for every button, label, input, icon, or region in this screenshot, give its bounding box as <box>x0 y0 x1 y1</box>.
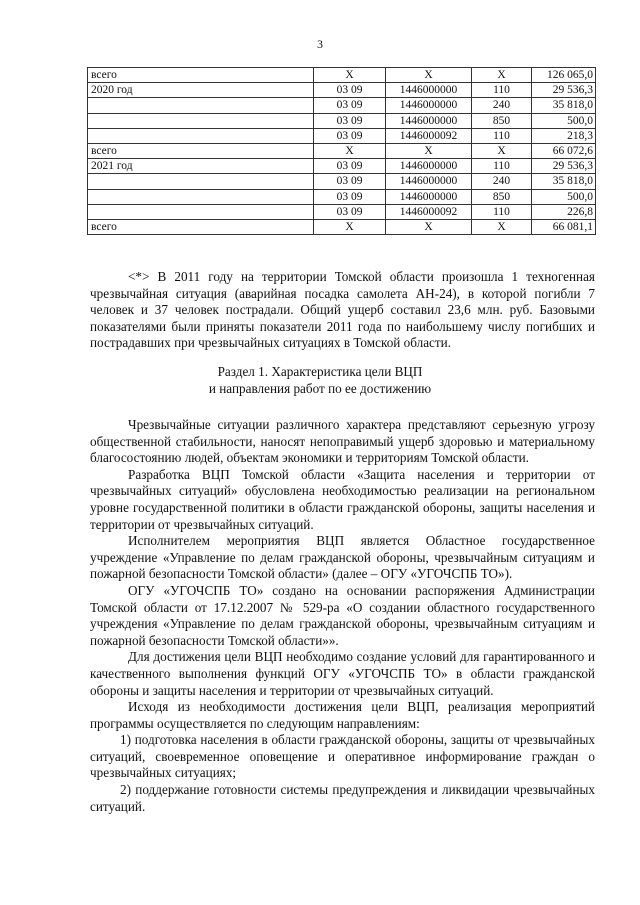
row-label <box>88 128 314 143</box>
section-code-cell: X <box>314 144 386 159</box>
amount-cell: 226,8 <box>532 204 596 219</box>
section-code-cell: X <box>314 68 386 83</box>
target-article-cell: 1446000000 <box>386 113 472 128</box>
table-row <box>88 174 596 189</box>
section-body <box>90 417 595 815</box>
footnote <box>90 269 595 352</box>
table-row <box>88 98 596 113</box>
amount-cell: 500,0 <box>532 113 596 128</box>
amount-cell: 218,3 <box>532 128 596 143</box>
budget-table <box>87 67 596 235</box>
section-code-cell: 03 09 <box>314 128 386 143</box>
section-code-cell: 03 09 <box>314 113 386 128</box>
row-label: 2020 год <box>88 83 314 98</box>
page-number: 3 <box>317 37 323 51</box>
paragraph: Исходя из необходимости достижения цели ВЦП, реализация мероприятий программы осуществляется по следующим направлениям: <box>90 699 595 731</box>
section-code-cell: 03 09 <box>314 204 386 219</box>
amount-cell: 126 065,0 <box>532 68 596 83</box>
table-row <box>88 204 596 219</box>
expense-type-cell: X <box>472 68 532 83</box>
amount-cell: 29 536,3 <box>532 83 596 98</box>
paragraph: Для достижения цели ВЦП необходимо создание условий для гарантированного и качественного выполнения функций ОГУ «УГОЧСПБ ТО» в области гражданской обороны и защиты населения и территории от чрезвычайных ситуаций. <box>90 649 595 698</box>
target-article-cell: 1446000000 <box>386 174 472 189</box>
target-article-cell: X <box>386 144 472 159</box>
paragraph: Разработка ВЦП Томской области «Защита населения и территории от чрезвычайных ситуаций» обусловлена необходимостью реализации на региональном уровне государственной политики в области гражданской обороны, защиты населения и территории от чрезвычайных ситуаций. <box>90 466 595 532</box>
row-label: 2021 год <box>88 159 314 174</box>
table-row <box>88 68 596 83</box>
target-article-cell: 1446000000 <box>386 83 472 98</box>
list-item: 2) поддержание готовности системы предупреждения и ликвидации чрезвычайных ситуаций. <box>90 782 595 814</box>
expense-type-cell: 110 <box>472 83 532 98</box>
amount-cell: 35 818,0 <box>532 98 596 113</box>
expense-type-cell: X <box>472 144 532 159</box>
amount-cell: 500,0 <box>532 189 596 204</box>
target-article-cell: X <box>386 68 472 83</box>
paragraph: Чрезвычайные ситуации различного характера представляют серьезную угрозу общественной стабильности, наносят непоправимый ущерб здоровью и материальному благосостоянию людей, объектам экономики и территориям Томской области. <box>90 417 595 466</box>
section-code-cell: X <box>314 220 386 235</box>
target-article-cell: X <box>386 220 472 235</box>
expense-type-cell: X <box>472 220 532 235</box>
expense-type-cell: 110 <box>472 159 532 174</box>
section-title-line-2: и направления работ по ее достижению <box>208 380 432 396</box>
table-row <box>88 83 596 98</box>
expense-type-cell: 240 <box>472 174 532 189</box>
table-row <box>88 128 596 143</box>
section-code-cell: 03 09 <box>314 174 386 189</box>
section-code-cell: 03 09 <box>314 98 386 113</box>
row-label <box>88 204 314 219</box>
section-title-line-1: Раздел 1. Характеристика цели ВЦП <box>217 364 423 379</box>
row-label: всего <box>88 220 314 235</box>
amount-cell: 29 536,3 <box>532 159 596 174</box>
table-row <box>88 113 596 128</box>
target-article-cell: 1446000092 <box>386 204 472 219</box>
budget-table-body <box>88 68 596 235</box>
section-heading <box>0 364 640 397</box>
row-label: всего <box>88 144 314 159</box>
expense-type-cell: 850 <box>472 113 532 128</box>
target-article-cell: 1446000000 <box>386 98 472 113</box>
row-label <box>88 113 314 128</box>
amount-cell: 66 081,1 <box>532 220 596 235</box>
row-label <box>88 174 314 189</box>
row-label: всего <box>88 68 314 83</box>
paragraph: ОГУ «УГОЧСПБ ТО» создано на основании распоряжения Администрации Томской области от 17.12.2007 № 529-ра «О создании областного государственного учреждения «Управление по делам гражданской обороны, чрезвычайным ситуациям и пожарной безопасности Томской области»». <box>90 582 595 648</box>
target-article-cell: 1446000000 <box>386 159 472 174</box>
section-code-cell: 03 09 <box>314 189 386 204</box>
table-row <box>88 220 596 235</box>
row-label <box>88 189 314 204</box>
amount-cell: 66 072,6 <box>532 144 596 159</box>
expense-type-cell: 850 <box>472 189 532 204</box>
section-code-cell: 03 09 <box>314 159 386 174</box>
list-item: 1) подготовка населения в области гражданской обороны, защиты от чрезвычайных ситуаций, своевременное оповещение и оперативное информирование граждан о чрезвычайных ситуациях; <box>90 732 595 781</box>
expense-type-cell: 110 <box>472 204 532 219</box>
expense-type-cell: 240 <box>472 98 532 113</box>
table-row <box>88 159 596 174</box>
amount-cell: 35 818,0 <box>532 174 596 189</box>
table-row <box>88 189 596 204</box>
expense-type-cell: 110 <box>472 128 532 143</box>
target-article-cell: 1446000092 <box>386 128 472 143</box>
section-code-cell: 03 09 <box>314 83 386 98</box>
row-label <box>88 98 314 113</box>
paragraph: Исполнителем мероприятия ВЦП является Областное государственное учреждение «Управление по делам гражданской обороны, чрезвычайным ситуациям и пожарной безопасности Томской области» (далее – ОГУ «УГОЧСПБ ТО»). <box>90 533 595 582</box>
footnote-text: <*> В 2011 году на территории Томской области произошла 1 техногенная чрезвычайная ситуация (аварийная посадка самолета АН-24), в которой погибли 7 человек и 37 человек пострадали. Общий ущерб составил 23,6 млн. руб. Базовыми показателями были приняты показатели 2011 года по наибольшему числу погибших и пострадавших при чрезвычайных ситуациях в Томской области. <box>90 269 595 351</box>
target-article-cell: 1446000000 <box>386 189 472 204</box>
table-row <box>88 144 596 159</box>
